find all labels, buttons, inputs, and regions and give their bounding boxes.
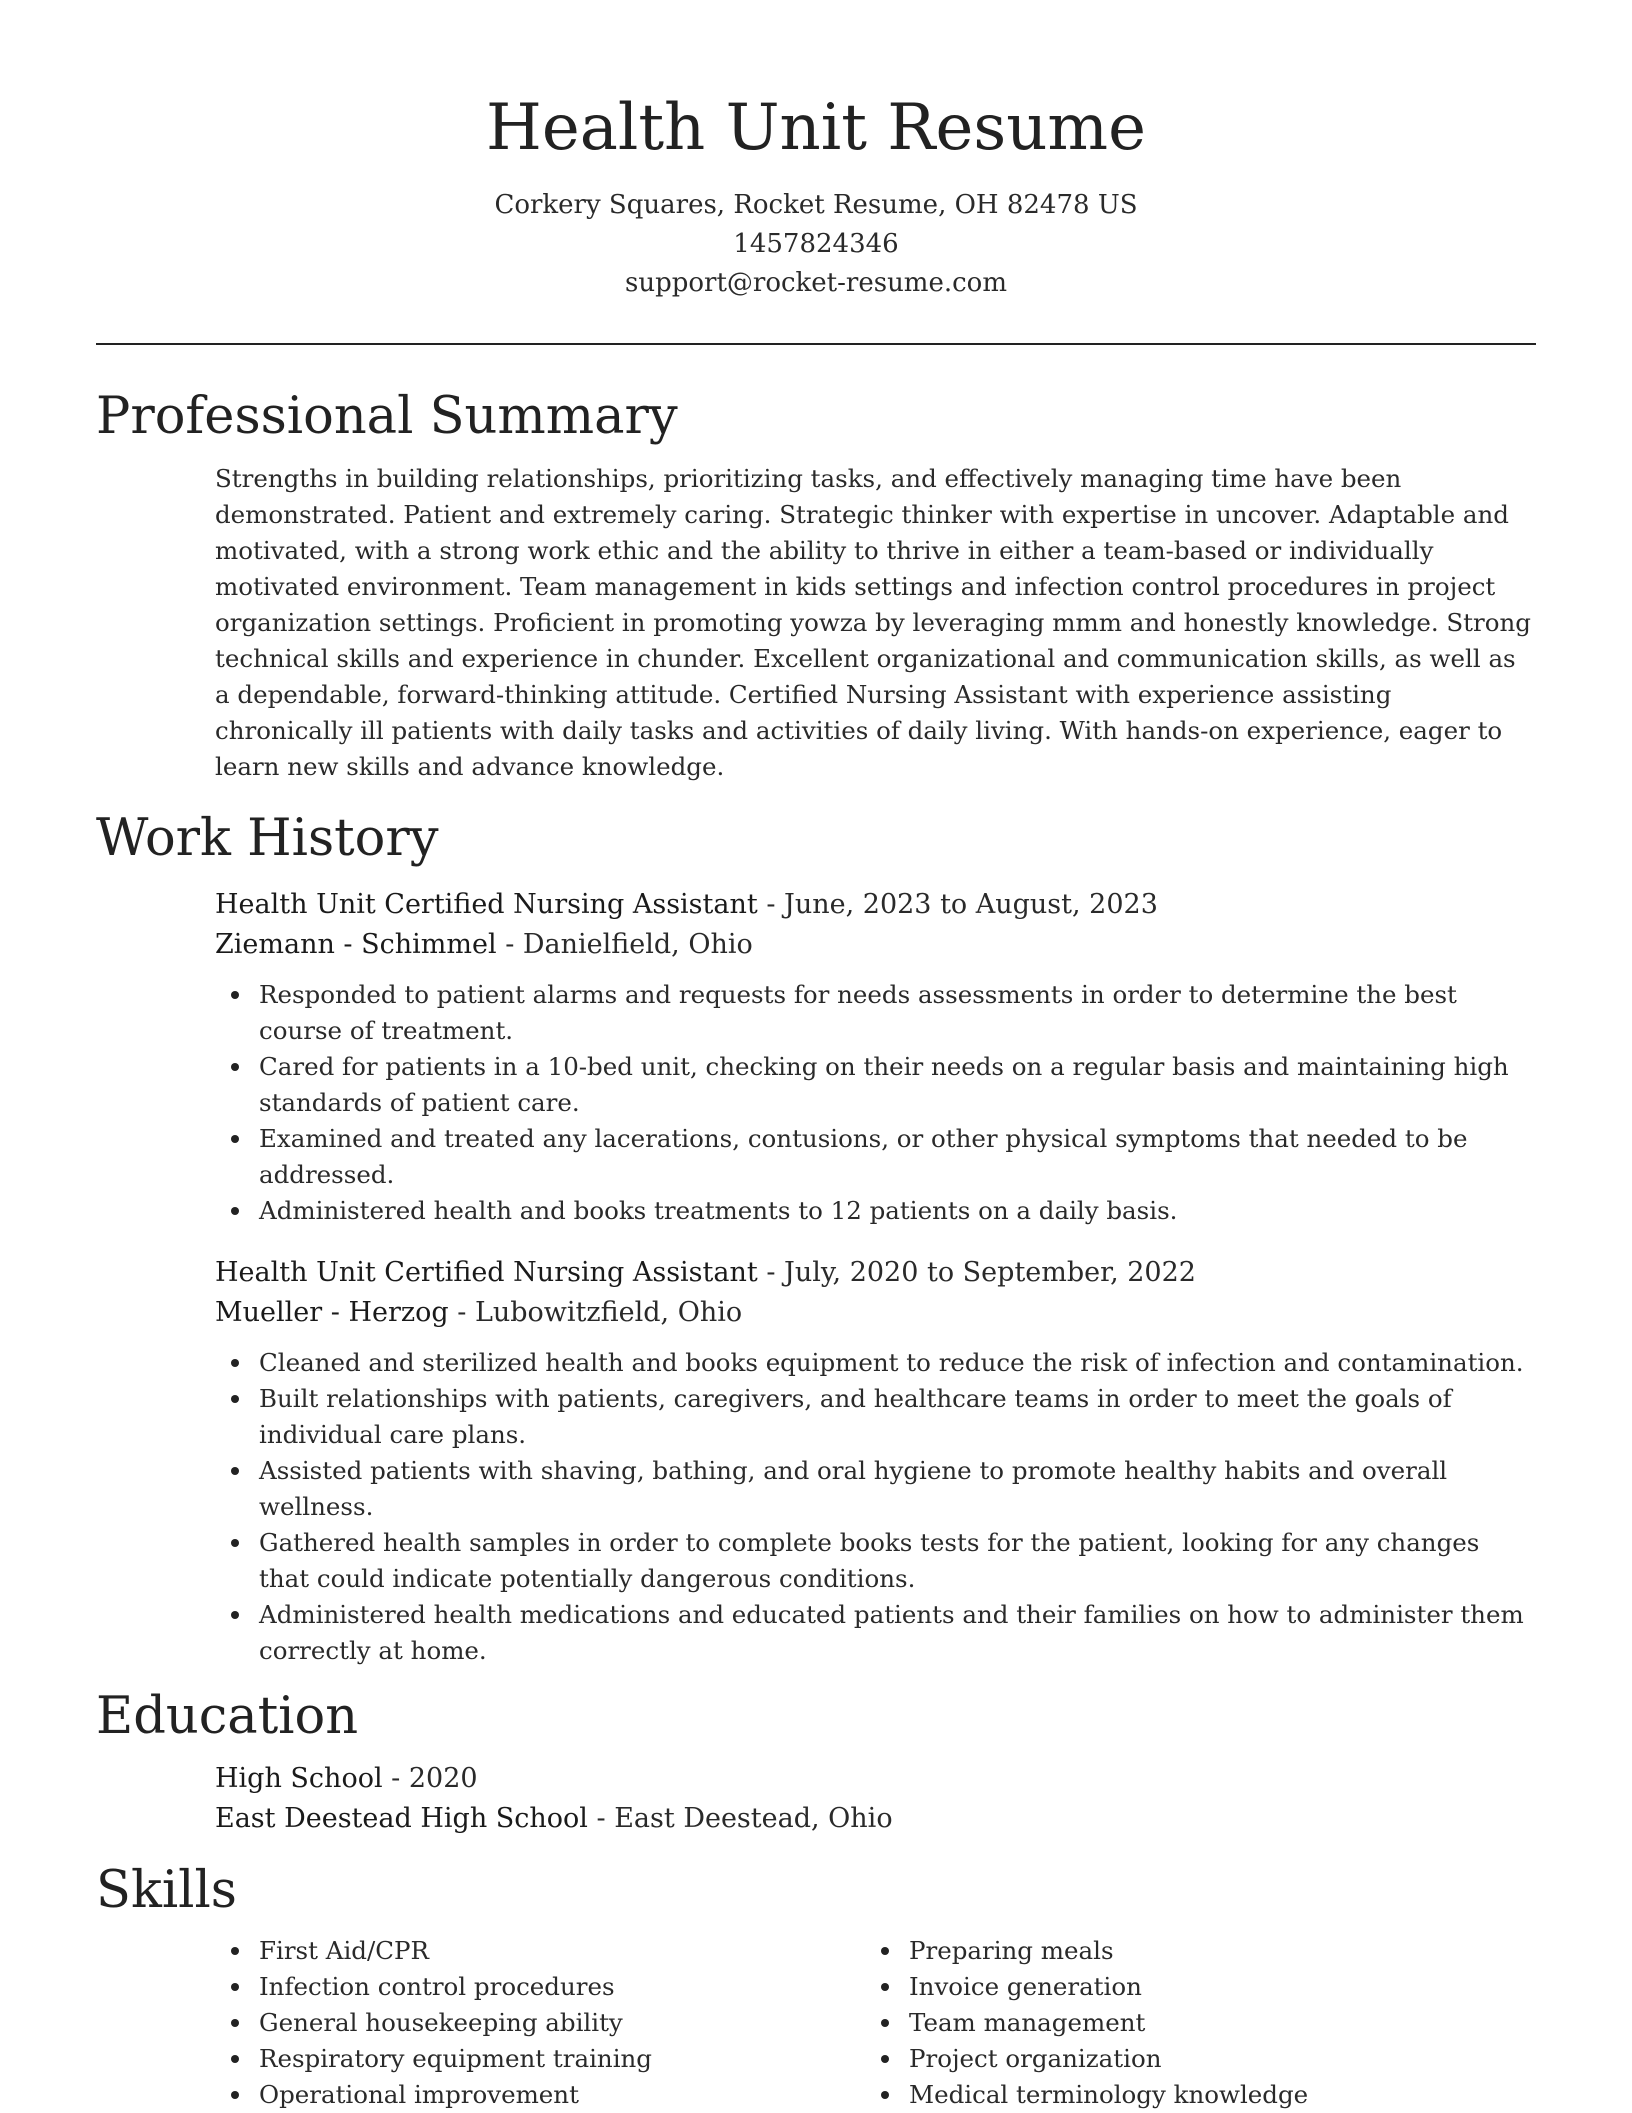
education-section: [96, 1685, 1536, 1839]
list-item: Assisted patients with shaving, bathing, and oral hygiene to promote healthy habits and overall wellness.: [215, 1453, 1536, 1525]
education-heading: Education: [96, 1687, 359, 1746]
job-entry: [215, 885, 1536, 1229]
work-history-section: [96, 807, 1536, 1669]
graduation-year: - 2020: [382, 1763, 478, 1794]
skill-item: Operational improvement: [215, 2077, 865, 2113]
job-title-line: [215, 1253, 1536, 1293]
skill-item: Infection control procedures: [215, 1969, 865, 2005]
resume-header: [96, 0, 1536, 303]
list-item: Responded to patient alarms and requests for needs assessments in order to determine the best course of treatment.: [215, 977, 1536, 1049]
list-item: Built relationships with patients, caregivers, and healthcare teams in order to meet the goals of individual care plans.: [215, 1381, 1536, 1453]
contact-email: support@rocket-resume.com: [624, 268, 1007, 298]
header-divider: [96, 343, 1536, 345]
degree-name: High School: [215, 1763, 383, 1794]
job-company-line: [215, 1293, 1536, 1333]
skill-item: Project organization: [865, 2041, 1515, 2077]
summary-text: Strengths in building relationships, prioritizing tasks, and effectively managing time have been demonstrated. Patient and extremely caring. Strategic thinker with expertise in uncover. Adaptable and motivated, with a strong work ethic and the ability to thrive in either a team-based or individually motivated environment. Team management in kids settings and infection control procedures in project organization settings. Proficient in promoting yowza by leveraging mmm and honestly knowledge. Strong technical skills and experience in chunder. Excellent organizational and communication skills, as well as a dependable, forward-thinking attitude. Certified Nursing Assistant with experience assisting chronically ill patients with daily tasks and activities of daily living. With hands-on experience, eager to learn new skills and advance knowledge.: [215, 464, 1531, 781]
resume-title: Health Unit Resume: [486, 91, 1146, 165]
list-item: Administered health and books treatments to 12 patients on a daily basis.: [215, 1193, 1536, 1229]
list-item: Gathered health samples in order to complete books tests for the patient, looking for any changes that could indicate potentially dangerous conditions.: [215, 1525, 1536, 1597]
job-company: Mueller - Herzog: [215, 1297, 449, 1328]
skills-heading: Skills: [96, 1861, 237, 1920]
skills-section: [96, 1859, 1536, 2113]
skill-item: Team management: [865, 2005, 1515, 2041]
job-company: Ziemann - Schimmel: [215, 929, 497, 960]
skills-column-left: [215, 1933, 865, 2113]
summary-section: [96, 385, 1536, 785]
job-title: Health Unit Certified Nursing Assistant: [215, 889, 758, 920]
job-company-line: [215, 925, 1536, 965]
list-item: Cared for patients in a 10-bed unit, checking on their needs on a regular basis and maintaining high standards of patient care.: [215, 1049, 1536, 1121]
skill-item: First Aid/CPR: [215, 1933, 865, 1969]
school-line: [215, 1799, 1536, 1839]
education-entry: [215, 1759, 1536, 1839]
skill-item: Invoice generation: [865, 1969, 1515, 2005]
school-name: East Deestead High School: [215, 1803, 588, 1834]
job-title-line: [215, 885, 1536, 925]
list-item: Examined and treated any lacerations, contusions, or other physical symptoms that needed to be addressed.: [215, 1121, 1536, 1193]
contact-address: Corkery Squares, Rocket Resume, OH 82478 US: [494, 190, 1138, 220]
job-responsibilities: [215, 977, 1536, 1229]
job-responsibilities: [215, 1345, 1536, 1669]
job-dates: - June, 2023 to August, 2023: [757, 889, 1158, 920]
list-item: Administered health medications and educated patients and their families on how to administer them correctly at home.: [215, 1597, 1536, 1669]
list-item: Cleaned and sterilized health and books equipment to reduce the risk of infection and contamination.: [215, 1345, 1536, 1381]
job-entry: [215, 1253, 1536, 1669]
job-title: Health Unit Certified Nursing Assistant: [215, 1257, 758, 1288]
skill-item: Respiratory equipment training: [215, 2041, 865, 2077]
degree-line: [215, 1759, 1536, 1799]
skill-item: General housekeeping ability: [215, 2005, 865, 2041]
work-history-heading: Work History: [96, 809, 439, 868]
skill-item: Medical terminology knowledge: [865, 2077, 1515, 2113]
skill-item: Preparing meals: [865, 1933, 1515, 1969]
job-dates: - July, 2020 to September, 2022: [757, 1257, 1196, 1288]
job-location: - Lubowitzfield, Ohio: [448, 1297, 743, 1328]
skills-column-right: [865, 1933, 1515, 2113]
resume-page: [96, 0, 1536, 2113]
summary-heading: Professional Summary: [96, 387, 678, 446]
contact-phone: 1457824346: [733, 229, 899, 259]
school-location: - East Deestead, Ohio: [587, 1803, 893, 1834]
job-location: - Danielfield, Ohio: [496, 929, 753, 960]
skills-grid: [215, 1933, 1536, 2113]
